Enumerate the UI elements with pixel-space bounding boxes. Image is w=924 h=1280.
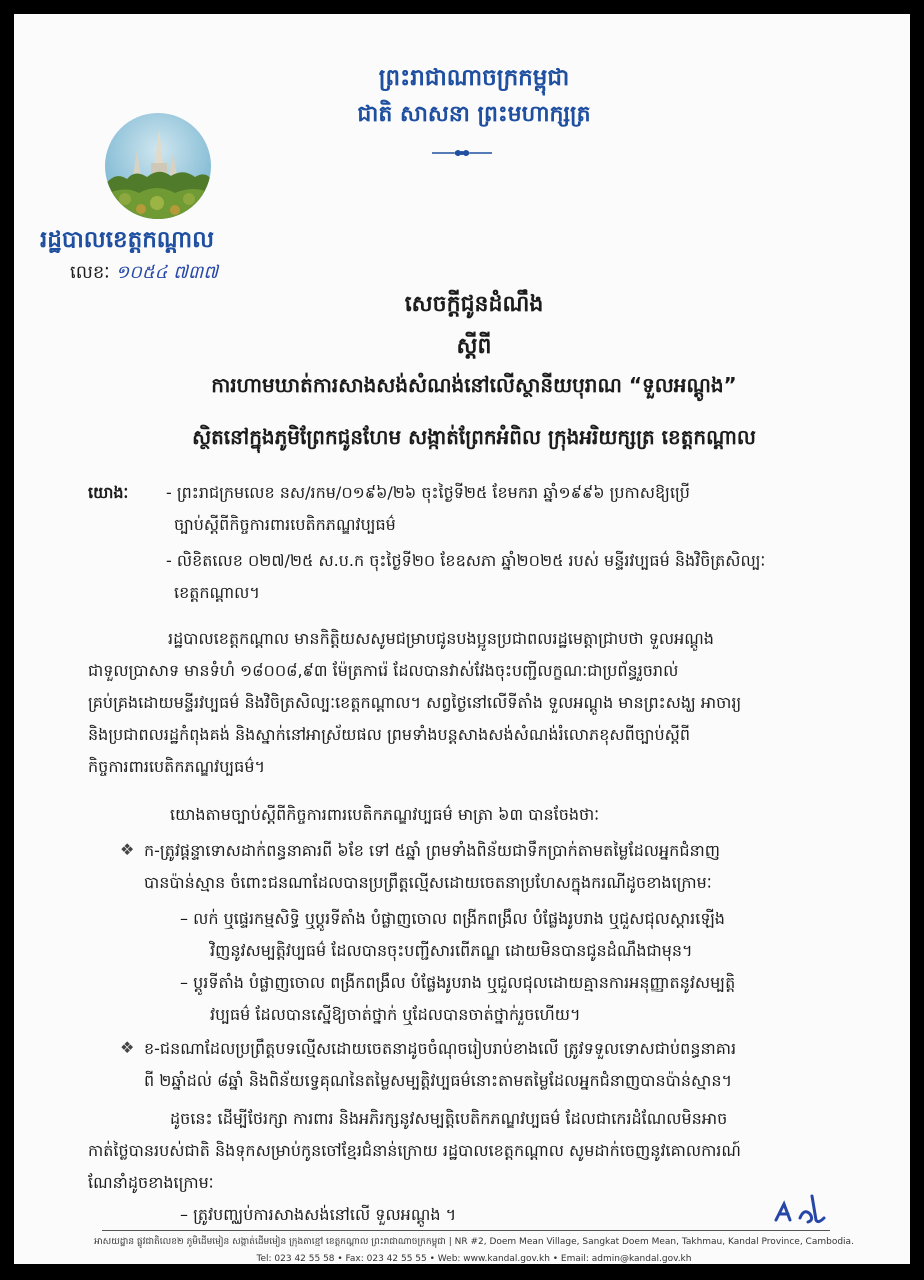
paragraph-3-line-2: កាត់ថ្លៃបានរបស់ជាតិ និងទុកសម្រាប់កូនចៅខ្មែរជំនាន់ក្រោយ រដ្ឋបាលខេត្តកណ្តាល សូមដាក់ចេញនូវគោលការណ៍ bbox=[88, 1141, 741, 1160]
reference-item-2-line-2: ខេត្តកណ្តាល។ bbox=[174, 583, 260, 602]
reference-item-2-line-1: - លិខិតលេខ ០២៧/២៥ ស.ប.ក ចុះថ្ងៃទី២០ ខែឧសភា ឆ្នាំ២០២៥ របស់ មន្ទីរវប្បធម៌ និងវិចិត្រសិល្បៈ bbox=[166, 551, 766, 570]
notice-subject-line-2: ស្ថិតនៅក្នុងភូមិព្រែកជូនហែម សង្កាត់ព្រែកអំពិល ក្រុងអរិយក្សត្រ ខេត្តកណ្តាល bbox=[192, 425, 756, 449]
reference-item-1-line-1: - ព្រះរាជក្រមលេខ នស/រកម/០១៩៦/២៦ ចុះថ្ងៃទី២៥ ខែមករា ឆ្នាំ១៩៩៦ ប្រកាសឱ្យប្រើ bbox=[166, 483, 690, 502]
dash-item-2-line-2: វប្បធម៌ ដែលបានស្នើឱ្យចាត់ថ្នាក់ ឬដែលបានចាត់ថ្នាក់រួចហើយ។ bbox=[210, 1005, 581, 1024]
ornament-divider-icon bbox=[430, 146, 494, 160]
national-motto: ជាតិ សាសនា ព្រះមហាក្សត្រ bbox=[357, 102, 591, 127]
reference-item-1-line-2: ច្បាប់ស្តីពីកិច្ចការពារបេតិកភណ្ឌវប្បធម៌ bbox=[174, 515, 396, 534]
notice-subject-line-1: ការហាមឃាត់ការសាងសង់សំណង់នៅលើស្ថានីយបុរាណ “ទួលអណ្តូង” bbox=[211, 373, 737, 397]
paragraph-1-line-1: រដ្ឋបាលខេត្តកណ្តាល មានកិត្តិយសសូមជម្រាបជូនបងប្អូនប្រជាពលរដ្ឋមេត្តាជ្រាបថា ទួលអណ្តូង bbox=[168, 629, 714, 648]
kingdom-heading: ព្រះរាជាណាចក្រកម្ពុជា bbox=[378, 65, 570, 91]
bullet-2-line-2: ពី ២ឆ្នាំដល់ ៨ឆ្នាំ និងពិន័យទ្វេគុណនៃតម្លៃសម្បត្តិវប្បធម៌នោះតាមតម្លៃដែលអ្នកជំនាញបានប៉ាន់ស្មាន។ bbox=[144, 1071, 733, 1090]
reference-number-value: ១០៥៤ ៧៣៧ bbox=[115, 262, 219, 283]
reference-label: យោងៈ bbox=[88, 483, 129, 502]
diamond-bullet-icon: ❖ bbox=[120, 1038, 135, 1057]
province-logo bbox=[105, 113, 211, 219]
dash-item-1-line-1: – លក់ ឬផ្ទេរកម្មសិទ្ធិ ឬប្តូរទីតាំង បំផ្លាញចោល ពង្រីកពង្រឹល បំផ្លែងរូបរាង ឬជួសជុលស្តារឡើង bbox=[180, 909, 725, 928]
dash-item-1-line-2: វិញនូវសម្បត្តិវប្បធម៌ ដែលបានចុះបញ្ជីសារពើភណ្ឌ ដោយមិនបានជូនដំណឹងជាមុន។ bbox=[210, 941, 693, 960]
footer-divider bbox=[102, 1230, 830, 1231]
bullet-1-line-2: បានប៉ាន់ស្មាន ចំពោះជនណាដែលបានប្រព្រឹត្តល្មើសដោយចេតនាប្រហែសក្នុងករណីដូចខាងក្រោមៈ bbox=[144, 873, 712, 892]
issuer-name: រដ្ឋបាលខេត្តកណ្តាល bbox=[40, 227, 215, 253]
signature-initials bbox=[770, 1190, 830, 1230]
paragraph-1-line-4: និងប្រជាពលរដ្ឋកំពុងគង់ និងស្នាក់នៅអាស្រ័យផល ព្រមទាំងបន្តសាងសង់សំណង់រំលោភខុសពីច្បាប់ស្តីពី bbox=[88, 725, 691, 744]
footer-contact: Tel: 023 42 55 58 • Fax: 023 42 55 55 • Web: www.kandal.gov.kh • Email: admin@kandal.gov.kh bbox=[256, 1254, 692, 1264]
bullet-1-line-1: ក-ត្រូវផ្តន្ទាទោសដាក់ពន្ធនាគារពី ៦ខែ ទៅ ៥ឆ្នាំ ព្រមទាំងពិន័យជាទឹកប្រាក់តាមតម្លៃដែលអ្នកជំនាញ bbox=[144, 841, 720, 860]
dash-item-3: – ត្រូវបញ្ឈប់ការសាងសង់នៅលើ ទួលអណ្តូង ។ bbox=[180, 1205, 457, 1224]
diamond-bullet-icon: ❖ bbox=[120, 840, 135, 859]
paragraph-3-line-3: ណែនាំដូចខាងក្រោមៈ bbox=[88, 1173, 214, 1192]
reference-number bbox=[70, 260, 218, 287]
notice-subject-label: ស្តីពី bbox=[456, 334, 492, 359]
notice-title: សេចក្តីជូនដំណឹង bbox=[404, 292, 544, 317]
paragraph-1-line-2: ជាទួលប្រាសាទ មានទំហំ ១៨០០៨,៩៣ ម៉ែត្រការ៉េ ដែលបានវាស់វែងចុះបញ្ជីលក្ខណៈជាប្រព័ន្ធរួចរាល់ bbox=[88, 661, 679, 680]
reference-number-label: លេខៈ bbox=[70, 262, 110, 283]
paragraph-2: យោងតាមច្បាប់ស្តីពីកិច្ចការពារបេតិកភណ្ឌវប្បធម៌ មាត្រា ៦៣ បានចែងថាៈ bbox=[170, 805, 600, 824]
paragraph-1-line-3: គ្រប់គ្រងដោយមន្ទីរវប្បធម៌ និងវិចិត្រសិល្បៈខេត្តកណ្តាល។ សព្វថ្ងៃនៅលើទីតាំង ទួលអណ្តូង មានព្រះសង្ឃ អាចារ្យ bbox=[88, 693, 742, 712]
paragraph-1-line-5: កិច្ចការពារបេតិកភណ្ឌវប្បធម៌។ bbox=[88, 757, 266, 776]
footer-address: អាសយដ្ឋាន ផ្លូវជាតិលេខ២ ភូមិដើមមៀន សង្កាត់ដើមមៀន ក្រុងតាខ្មៅ ខេត្តកណ្តាល ព្រះរាជាណាចក្រកម្ពុជា | NR #2, Doem Mean Village, Sangkat Doem Mean, Takhmau, Kandal Province, Cambodia. bbox=[94, 1237, 854, 1247]
document-page bbox=[14, 14, 910, 1264]
dash-item-2-line-1: – ប្តូរទីតាំង បំផ្លាញចោល ពង្រីកពង្រឹល បំផ្លែងរូបរាង ឬជួលជុលដោយគ្មានការអនុញ្ញាតនូវសម្បត្តិ bbox=[180, 973, 736, 992]
bullet-2-line-1: ខ-ជនណាដែលប្រព្រឹត្តបទល្មើសដោយចេតនាដូចចំណុចរៀបរាប់ខាងលើ ត្រូវទទួលទោសជាប់ពន្ធនាគារ bbox=[144, 1039, 737, 1058]
paragraph-3-line-1: ដូចនេះ ដើម្បីថែរក្សា ការពារ និងអភិរក្សនូវសម្បត្តិបេតិកភណ្ឌវប្បធម៌ ដែលជាកេរដំណែលមិនអាច bbox=[170, 1109, 728, 1128]
